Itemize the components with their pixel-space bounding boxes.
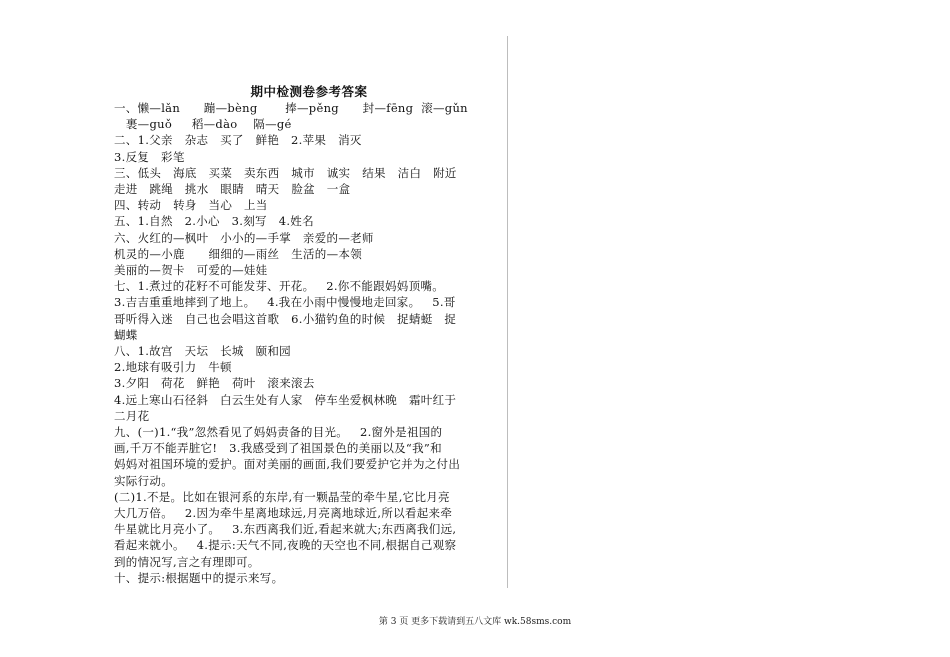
answer-line: 看起来就小。 4.提示:天气不同,夜晚的天空也不同,根据自己观察 [114,538,457,553]
answer-line: 六、火红的—枫叶 小小的—手掌 亲爱的—老师 [114,230,374,245]
answer-line: 七、1.煮过的花籽不可能发芽、开花。 2.你不能跟妈妈顶嘴。 [114,279,445,294]
answer-line: 3.吉吉重重地摔到了地上。 4.我在小雨中慢慢地走回家。 5.哥 [114,295,456,310]
answer-line: 大几万倍。 2.因为牵牛星离地球远,月亮离地球近,所以看起来牵 [114,506,453,521]
answer-line: 牛星就比月亮小了。 3.东西离我们近,看起来就大;东西离我们远, [114,522,457,537]
answer-line: (二)1.不是。比如在银河系的东岸,有一颗晶莹的牵牛星,它比月亮 [114,489,450,504]
answer-line: 一、懒—lǎn 蹦—bèng 捧—pěng 封—fēng 滚—gǔn [114,101,468,115]
answer-line: 到的情况写,言之有理即可。 [114,554,260,569]
answer-line: 二月花 [114,408,150,423]
answer-line: 画,千万不能弄脏它! 3.我感受到了祖国景色的美丽以及“我”和 [114,441,442,456]
answer-line: 四、转动 转身 当心 上当 [114,198,268,213]
answer-line: 五、1.自然 2.小心 3.刻写 4.姓名 [114,214,314,229]
answer-line: 十、提示:根据题中的提示来写。 [114,570,284,585]
answer-line: 妈妈对祖国环境的爱护。面对美丽的画面,我们要爱护它并为之付出 [114,457,461,472]
answer-line: 美丽的—贺卡 可爱的—娃娃 [114,263,268,278]
answer-line: 2.地球有吸引力 牛顿 [114,360,232,375]
answer-line: 三、低头 海底 买菜 卖东西 城市 诚实 结果 洁白 附近 [114,165,457,180]
page-title: 期中检测卷参考答案 [250,84,368,99]
answer-line: 二、1.父亲 杂志 买了 鲜艳 2.苹果 消灭 [114,133,362,148]
answer-line: 走进 跳绳 挑水 眼睛 晴天 脸盆 一盒 [114,182,351,197]
answer-line: 蝴蝶 [114,327,138,342]
page-footer: 第 3 页 更多下载请到五八文库 wk.58sms.com [378,617,572,627]
answer-line: 八、1.故宫 天坛 长城 颐和园 [114,344,291,359]
answer-line: 3.夕阳 荷花 鲜艳 荷叶 滚来滚去 [114,376,315,391]
answer-line: 裹—guǒ 稻—dào 隔—gé [114,117,292,132]
answer-line: 实际行动。 [114,473,173,488]
answer-key [114,84,492,586]
page-divider [507,36,508,588]
answer-line: 哥听得入迷 自己也会唱这首歌 6.小猫钓鱼的时候 捉蜻蜓 捉 [114,311,457,326]
answer-line: 3.反复 彩笔 [114,149,185,164]
answer-line: 4.远上寒山石径斜 白云生处有人家 停车坐爱枫林晚 霜叶红于 [114,392,457,407]
answer-line: 机灵的—小鹿 细细的—雨丝 生活的—本领 [114,246,362,261]
answer-line: 九、(一)1.“我”忽然看见了妈妈责备的目光。 2.窗外是祖国的 [114,425,443,440]
